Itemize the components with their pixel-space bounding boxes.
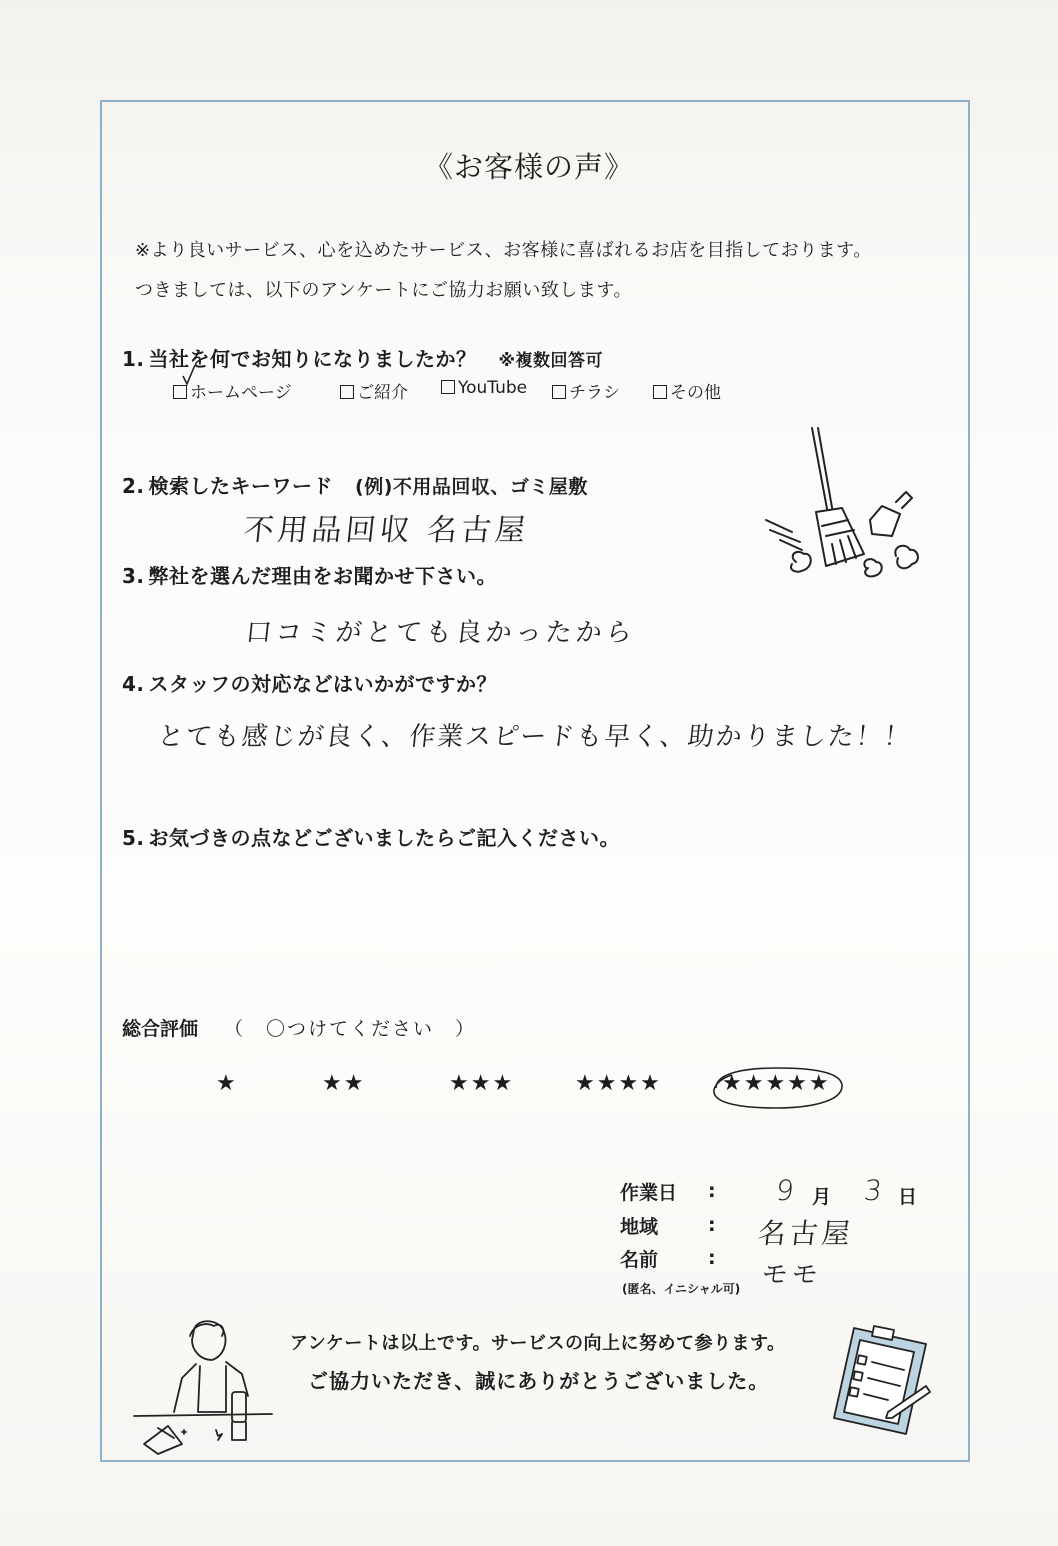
question-3-number: 3. [122,564,145,588]
month-unit: 月 [812,1186,832,1208]
answer-5-area[interactable] [150,860,910,990]
option-youtube[interactable] [441,378,527,398]
question-4 [122,668,497,697]
rating-option-2[interactable]: ★★ [322,1071,366,1096]
question-4-text: スタッフの対応などはいかがですか？ [148,672,498,696]
option-referral-label: ご紹介 [357,383,408,403]
area-value[interactable]: 名古屋 [756,1217,856,1250]
option-other[interactable] [653,378,721,403]
work-date-month[interactable]: 9 [774,1174,800,1207]
name-label: 名前 [620,1249,659,1271]
rating-option-4[interactable]: ★★★★ [575,1071,662,1096]
answer-4[interactable]: とても感じが良く、作業スピードも早く、助かりました！！ [156,722,914,752]
option-homepage-label: ホームページ [190,383,292,403]
overall-rating-label: 総合評価 [122,1018,199,1040]
name-value[interactable]: モモ [760,1260,824,1290]
question-1-note: ※複数回答可 [498,351,604,371]
option-referral[interactable] [340,378,408,403]
work-date-label: 作業日 [620,1182,678,1204]
page-title: 《お客様の声》 [423,150,634,184]
intro-line-1: ※より良いサービス、心を込めたサービス、お客様に喜ばれるお店を目指しております。 [135,240,872,261]
question-5-text: お気づきの点などございましたらご記入ください。 [148,826,621,850]
option-other-label: その他 [670,383,721,403]
day-unit: 日 [898,1186,918,1208]
answer-2[interactable]: 不用品回収 名古屋 [241,513,532,548]
intro-line-2: つきましては、以下のアンケートにご協力お願い致します。 [135,280,632,301]
name-colon: : [708,1247,716,1269]
question-3 [122,560,497,589]
work-date-day[interactable]: 3 [862,1174,888,1207]
checkbox-homepage[interactable] [173,385,187,399]
area-label: 地域 [620,1216,659,1238]
option-youtube-label: YouTube [458,378,528,398]
question-4-number: 4. [122,672,145,696]
overall-rating-instruction: （ 〇つけてください ） [224,1018,477,1040]
overall-rating-row [122,1014,476,1041]
question-1-text: 当社を何でお知りになりましたか？ [148,347,477,371]
checkbox-other[interactable] [653,385,667,399]
question-5-number: 5. [122,826,145,850]
question-2-example: (例)不用品回収、ゴミ屋敷 [355,476,588,498]
checkbox-flyer[interactable] [552,385,566,399]
question-1-number: 1. [122,347,145,371]
name-note: (匿名、イニシャル可) [622,1282,741,1296]
broom-dustpan-icon [756,424,926,584]
rating-option-1[interactable]: ★ [216,1071,238,1096]
question-5 [122,822,620,851]
footer-line-1: アンケートは以上です。サービスの向上に努めて参ります。 [290,1333,786,1354]
footer-line-2: ご協力いただき、誠にありがとうございました。 [308,1369,770,1393]
area-colon: : [708,1214,716,1236]
option-flyer[interactable] [552,378,620,403]
check-mark-icon [182,364,196,386]
question-2 [122,470,588,499]
question-2-text: 検索したキーワード [148,474,334,498]
answer-3[interactable]: 口コミがとても良かったから [244,618,638,648]
clipboard-checklist-icon [830,1320,934,1438]
question-3-text: 弊社を選んだ理由をお聞かせ下さい。 [148,564,498,588]
rating-option-3[interactable]: ★★★ [449,1071,515,1096]
work-date-colon: : [708,1180,716,1202]
option-flyer-label: チラシ [569,383,620,403]
checkbox-youtube[interactable] [441,380,455,394]
rating-option-5[interactable]: ★★★★★ [722,1071,831,1096]
form-border [100,100,970,1462]
cleaning-staff-icon [134,1316,278,1458]
question-2-number: 2. [122,474,145,498]
checkbox-referral[interactable] [340,385,354,399]
